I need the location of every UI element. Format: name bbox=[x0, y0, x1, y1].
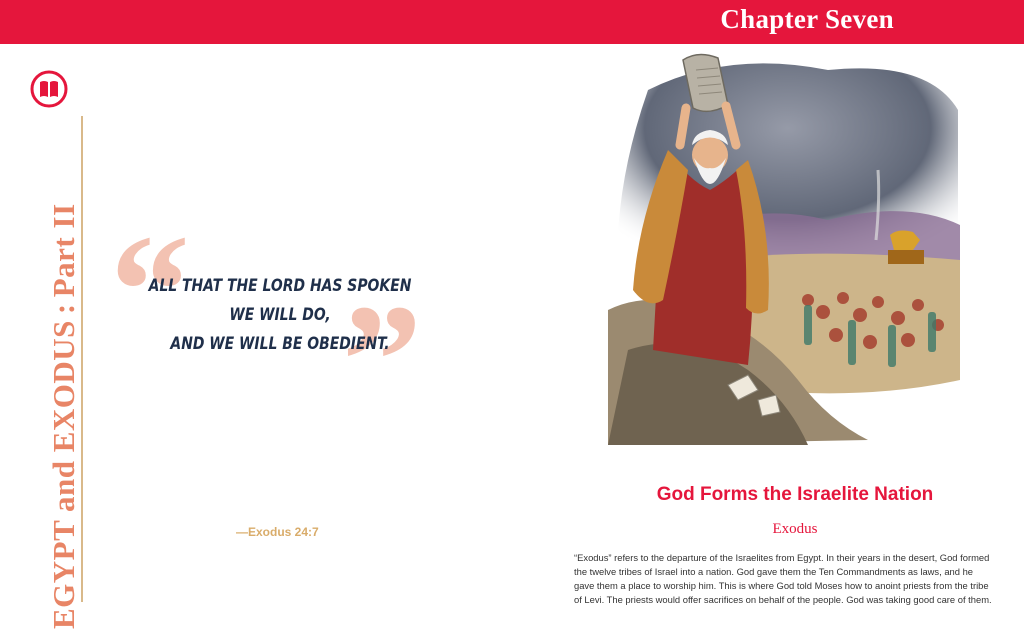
open-quote-mark: “ bbox=[110, 201, 190, 379]
book-icon bbox=[30, 70, 68, 108]
quote-line-1: ALL THAT THE LORD HAS SPOKEN WE WILL DO, bbox=[148, 276, 412, 325]
chapter-header-bar bbox=[0, 0, 1024, 44]
story-title: God Forms the Israelite Nation bbox=[656, 484, 934, 505]
moses-illustration bbox=[608, 50, 970, 445]
story-subtitle: Exodus bbox=[772, 521, 818, 537]
quote-reference: —Exodus 24:7 bbox=[236, 525, 319, 539]
quote-line-2: AND WE WILL BE OBEDIENT. bbox=[170, 334, 390, 354]
story-body: “Exodus” refers to the departure of the Israelites from Egypt. In their years in the desert, God formed the twelve tribes of Israel into a nation. God gave them the Ten Commandments as laws, and he gave them a place to worship him. This is where God told Moses how to anoint priests from the tribe of Levi. The priests would offer sacrifices on behalf of the people. God was taking good care of them. bbox=[574, 552, 992, 605]
chapter-title: Chapter Seven bbox=[720, 4, 894, 34]
close-quote-mark: ” bbox=[342, 271, 422, 449]
scripture-quote bbox=[136, 272, 425, 359]
part-title-part: Part II bbox=[46, 203, 81, 298]
sidebar-divider bbox=[81, 116, 83, 602]
part-title-main: EGYPT and EXODUS bbox=[46, 320, 81, 629]
part-title-separator: : bbox=[46, 303, 81, 315]
part-title bbox=[48, 203, 79, 629]
